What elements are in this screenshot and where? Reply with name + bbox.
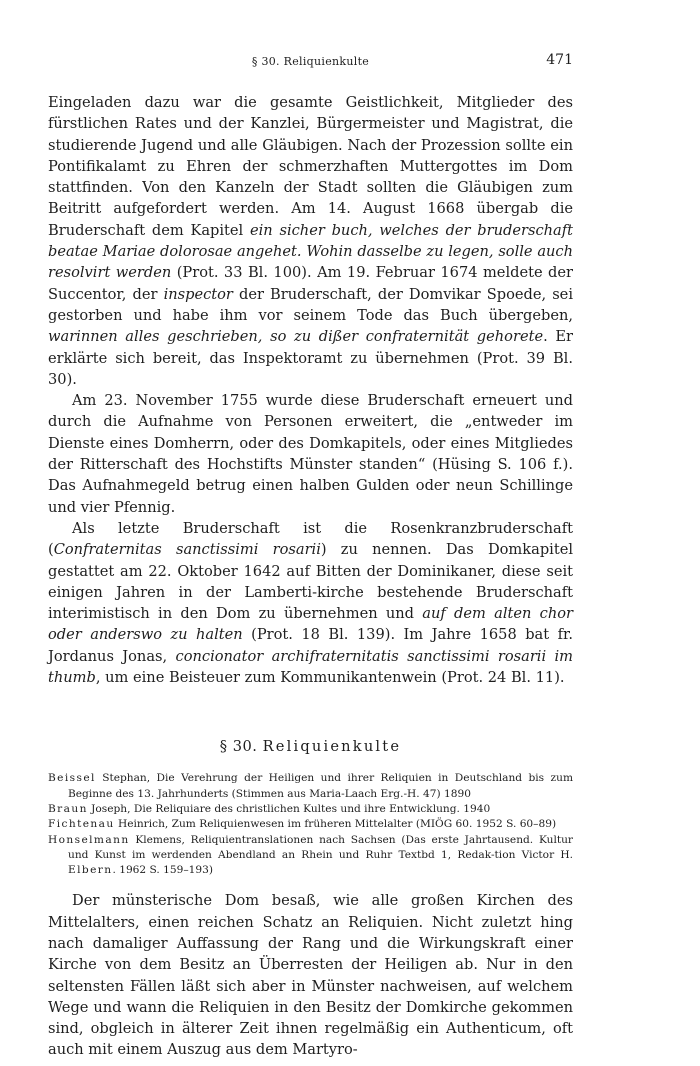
- paragraph-3: [48, 518, 573, 688]
- section-number: § 30.: [219, 738, 258, 756]
- bibliography-citation: Stephan, Die Verehrung der Heiligen und ihrer Reliquien in Deutschland bis zum Beginne des 13. Jahrhunderts (Stimmen aus Maria-Laach Erg.-H. 47) 1890: [68, 772, 573, 800]
- paragraph-1-text-b: (Prot. 33 Bl. 100). Am 19. Februar 1674 meldete der Succentor, der: [48, 264, 573, 303]
- paragraph-1-quote-a: ein sicher buch, welches der bruderschaft beatae Mariae dolorosae angehet. Wohin dasselbe zu legen, solle auch resolvirt werden: [48, 221, 573, 282]
- bibliography-citation: . 1962 S. 159–193): [112, 864, 214, 877]
- bibliography-author: Fichtenau: [48, 818, 115, 831]
- running-head: [48, 52, 573, 72]
- paragraph-1-text-d: . Er erklärte sich bereit, das Inspektoramt zu übernehmen (Prot. 39 Bl. 30).: [48, 328, 573, 388]
- paragraph-3-quote-c: concionator archifraternitatis sanctissimi rosarii im thumb: [48, 647, 574, 687]
- paragraph-1-text-a: Eingeladen dazu war die gesamte Geistlichkeit, Mitglieder des fürstlichen Rates und der Kanzlei, Bürgermeister und Magistrat, die studierende Jugend und alle Gläubigen. Nach der Prozession sollte ein Pontifikalamt zu Ehren der schmerzhaften Muttergottes im Dom stattfinden. Von den Kanzeln der Stadt sollten die Gläubigen zum Beitritt aufgefordert werden. Am 14. August 1668 übergab die Bruderschaft dem Kapitel: [48, 94, 573, 239]
- bibliography-author: Beissel: [48, 772, 96, 785]
- paragraph-3-text-c: (Prot. 18 Bl. 139). Im Jahre 1658 bat fr. Jordanus Jonas,: [48, 626, 573, 665]
- page-number: 471: [546, 52, 573, 68]
- running-head-title: § 30. Reliquienkulte: [251, 55, 370, 68]
- bibliography-author: Braun: [48, 802, 88, 815]
- bibliography-author: Elbern: [68, 864, 113, 877]
- paragraph-1: [48, 92, 573, 390]
- paragraph-1-quote-b: inspector: [163, 285, 233, 303]
- bibliography-entry: [48, 771, 573, 802]
- section-heading: [48, 738, 573, 755]
- bibliography-entry: [48, 817, 573, 832]
- paragraph-1-quote-c: warinnen alles geschrieben, so zu dißer confraternität gehorete: [48, 328, 544, 346]
- paragraph-2: Am 23. November 1755 wurde diese Bruderschaft erneuert und durch die Aufnahme von Personen erweitert, die „entweder im Dienste eines Domherrn, oder des Domkapitels, oder eines Mitgliedes der Ritterschaft des Hochstifts Münster standen“ (Hüsing S. 106 f.). Das Aufnahmegeld betrug einen halben Gulden oder neun Schillinge und vier Pfennig.: [48, 392, 573, 516]
- bibliography-citation: Joseph, Die Reliquiare des christlichen Kultes und ihre Entwicklung. 1940: [87, 802, 491, 815]
- paragraph-3-text-b: ) zu nennen. Das Domkapitel gestattet am 22. Oktober 1642 auf Bitten der Dominikaner, diese seit einigen Jahren in der Lamberti-kirche bestehende Bruderschaft interimistisch in den Dom zu übernehmen und: [48, 541, 573, 623]
- paragraph-3-text-d: , um eine Beisteuer zum Kommunikantenwein (Prot. 24 Bl. 11).: [95, 669, 565, 687]
- paragraph-3-quote-b: auf dem alten chor oder anderswo zu halten: [48, 605, 574, 644]
- bibliography-citation: Klemens, Reliquientranslationen nach Sachsen (Das erste Jahrtausend. Kultur und Kunst im werdenden Abendland an Rhein und Ruhr Textbd 1, Redak-tion Victor H.: [68, 833, 573, 861]
- section-title: Reliquienkulte: [262, 738, 402, 756]
- bibliography-citation: Heinrich, Zum Reliquienwesen im früheren Mittelalter (MIÖG 60. 1952 S. 60–89): [114, 818, 557, 831]
- paragraph-4: Der münsterische Dom besaß, wie alle großen Kirchen des Mittelalters, einen reichen Schatz an Reliquien. Nicht zuletzt hing nach damaliger Auffassung der Rang und die Wirkungskraft einer Kirche von dem Besitz an Überresten der Heiligen ab. Nur in den seltensten Fällen läßt sich aber in Münster nachweisen, auf welchem Wege und wann die Reliquien in den Besitz der Domkirche gekommen sind, obgleich in älterer Zeit ihnen regelmäßig ein Authenticum, oft auch mit einem Auszug aus dem Martyro-: [48, 892, 573, 1059]
- bibliography-entry: [48, 802, 573, 817]
- paragraph-3-quote-a: Confraternitas sanctissimi rosarii: [53, 541, 321, 559]
- paragraph-1-text-c: der Bruderschaft, der Domvikar Spoede, sei gestorben und habe ihm vor seinem Tode das Buch übergeben,: [48, 285, 573, 324]
- paragraph-3-text-a: Als letzte Bruderschaft ist die Rosenkranzbruderschaft (: [48, 519, 573, 559]
- bibliography-entry: [48, 833, 573, 879]
- bibliography: [48, 771, 573, 878]
- page-content: [48, 92, 573, 1061]
- bibliography-author: Honselmann: [48, 833, 130, 846]
